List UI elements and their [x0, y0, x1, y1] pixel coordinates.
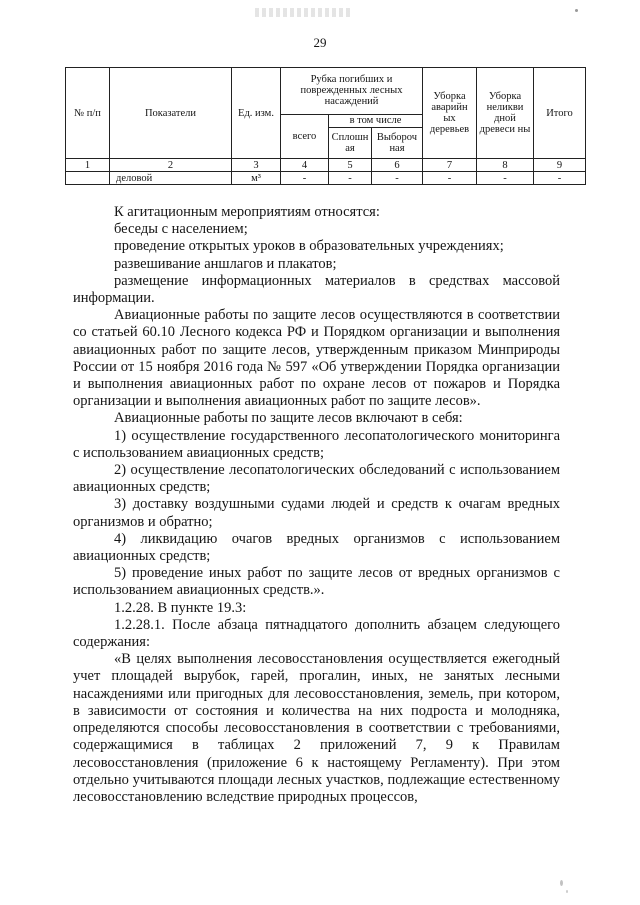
column-number: 2: [110, 159, 232, 172]
paragraph: 1) осуществление государственного лесопатологического мониторинга с использованием авиационных средств;: [73, 427, 560, 461]
header-unit: Ед. изм.: [232, 68, 281, 159]
column-number: 5: [329, 159, 372, 172]
paragraph: беседы с населением;: [114, 221, 248, 238]
paragraph: Авиационные работы по защите лесов осуществляются в соответствии со статьей 60.10 Лесного кодекса РФ и Порядком организации и выполнения авиационных работ по защите лесов, утвержденным приказом Минприроды России от 15 ноября 2016 года № 597 «Об утверждении Порядка организации и выполнения авиационных работ по охране лесов от пожаров и Порядка организации и выполнения авиационных работ по защите лесов».: [73, 307, 560, 410]
paragraph: проведение открытых уроков в образовательных учреждениях;: [114, 238, 504, 255]
scan-speck: [575, 9, 578, 12]
column-number: 1: [66, 159, 110, 172]
header-selective: Выбороч ная: [372, 127, 423, 159]
cell-indicator: деловой: [110, 172, 232, 185]
page-number: 29: [313, 35, 327, 50]
paragraph: К агитационным мероприятиям относятся:: [114, 204, 380, 220]
column-number: 7: [423, 159, 477, 172]
header-result: Итого: [534, 68, 586, 159]
column-number: 9: [534, 159, 586, 172]
faint-stamp-mark: [255, 8, 350, 17]
paragraph: 3) доставку воздушными судами людей и средств к очагам вредных организмов и обратно;: [73, 496, 560, 530]
felling-volume-table: [65, 67, 586, 185]
cell-result: -: [534, 172, 586, 185]
header-total: всего: [281, 114, 329, 159]
paragraph: 1.2.28.1. После абзаца пятнадцатого дополнить абзацем следующего содержания:: [73, 616, 560, 651]
cell-emergency: -: [423, 172, 477, 185]
header-felling-group: Рубка погибших и поврежденных лесных насаждений: [281, 68, 423, 115]
paragraph: 4) ликвидацию очагов вредных организмов с использованием авиационных средств;: [73, 530, 560, 565]
paragraph: 1.2.28. В пункте 19.3:: [114, 599, 247, 616]
column-number: 8: [477, 159, 534, 172]
column-number: 3: [232, 159, 281, 172]
cell-total: -: [281, 172, 329, 185]
cell-clear: -: [329, 172, 372, 185]
header-num: № п/п: [66, 68, 110, 159]
paragraph: Авиационные работы по защите лесов включают в себя:: [114, 410, 463, 427]
document-body: [73, 204, 560, 806]
paragraph: размещение информационных материалов в средствах массовой информации.: [73, 272, 560, 307]
table-row: [66, 172, 586, 185]
cell-num: [66, 172, 110, 185]
header-emergency-clean: Уборка аварийн ых деревьев: [423, 68, 477, 159]
paragraph: 2) осуществление лесопатологических обследований с использованием авиационных средств;: [73, 462, 560, 496]
header-illiquid-clean: Уборка неликви дной древеси ны: [477, 68, 534, 159]
header-indicators: Показатели: [110, 68, 232, 159]
column-number: 4: [281, 159, 329, 172]
header-including: в том числе: [329, 114, 423, 127]
scan-speck: [566, 890, 568, 893]
cell-illiquid: -: [477, 172, 534, 185]
paragraph: 5) проведение иных работ по защите лесов от вредных организмов с использованием авиационных средств.».: [73, 565, 560, 599]
paragraph: «В целях выполнения лесовосстановления осуществляется ежегодный учет площадей вырубок, гарей, прогалин, иных, не занятых лесными насаждениями или пригодных для лесовосстановления, земель, при котором, в зависимости от состояния и количества на них подроста и молодняка, определяются способы лесовосстановления в соответствии с требованиями, содержащимися в таблицах 2 приложений 7, 9 к Правилам лесовосстановления (приложение 6 к настоящему Регламенту). При этом отдельно учитываются площади лесных участков, подлежащие естественному лесовосстановлению вследствие природных процессов,: [73, 651, 560, 805]
paragraph: развешивание аншлагов и плакатов;: [114, 255, 337, 272]
header-clear: Сплошн ая: [329, 127, 372, 159]
cell-selective: -: [372, 172, 423, 185]
cell-unit: м³: [232, 172, 281, 185]
scan-speck: [560, 880, 563, 886]
column-number: 6: [372, 159, 423, 172]
